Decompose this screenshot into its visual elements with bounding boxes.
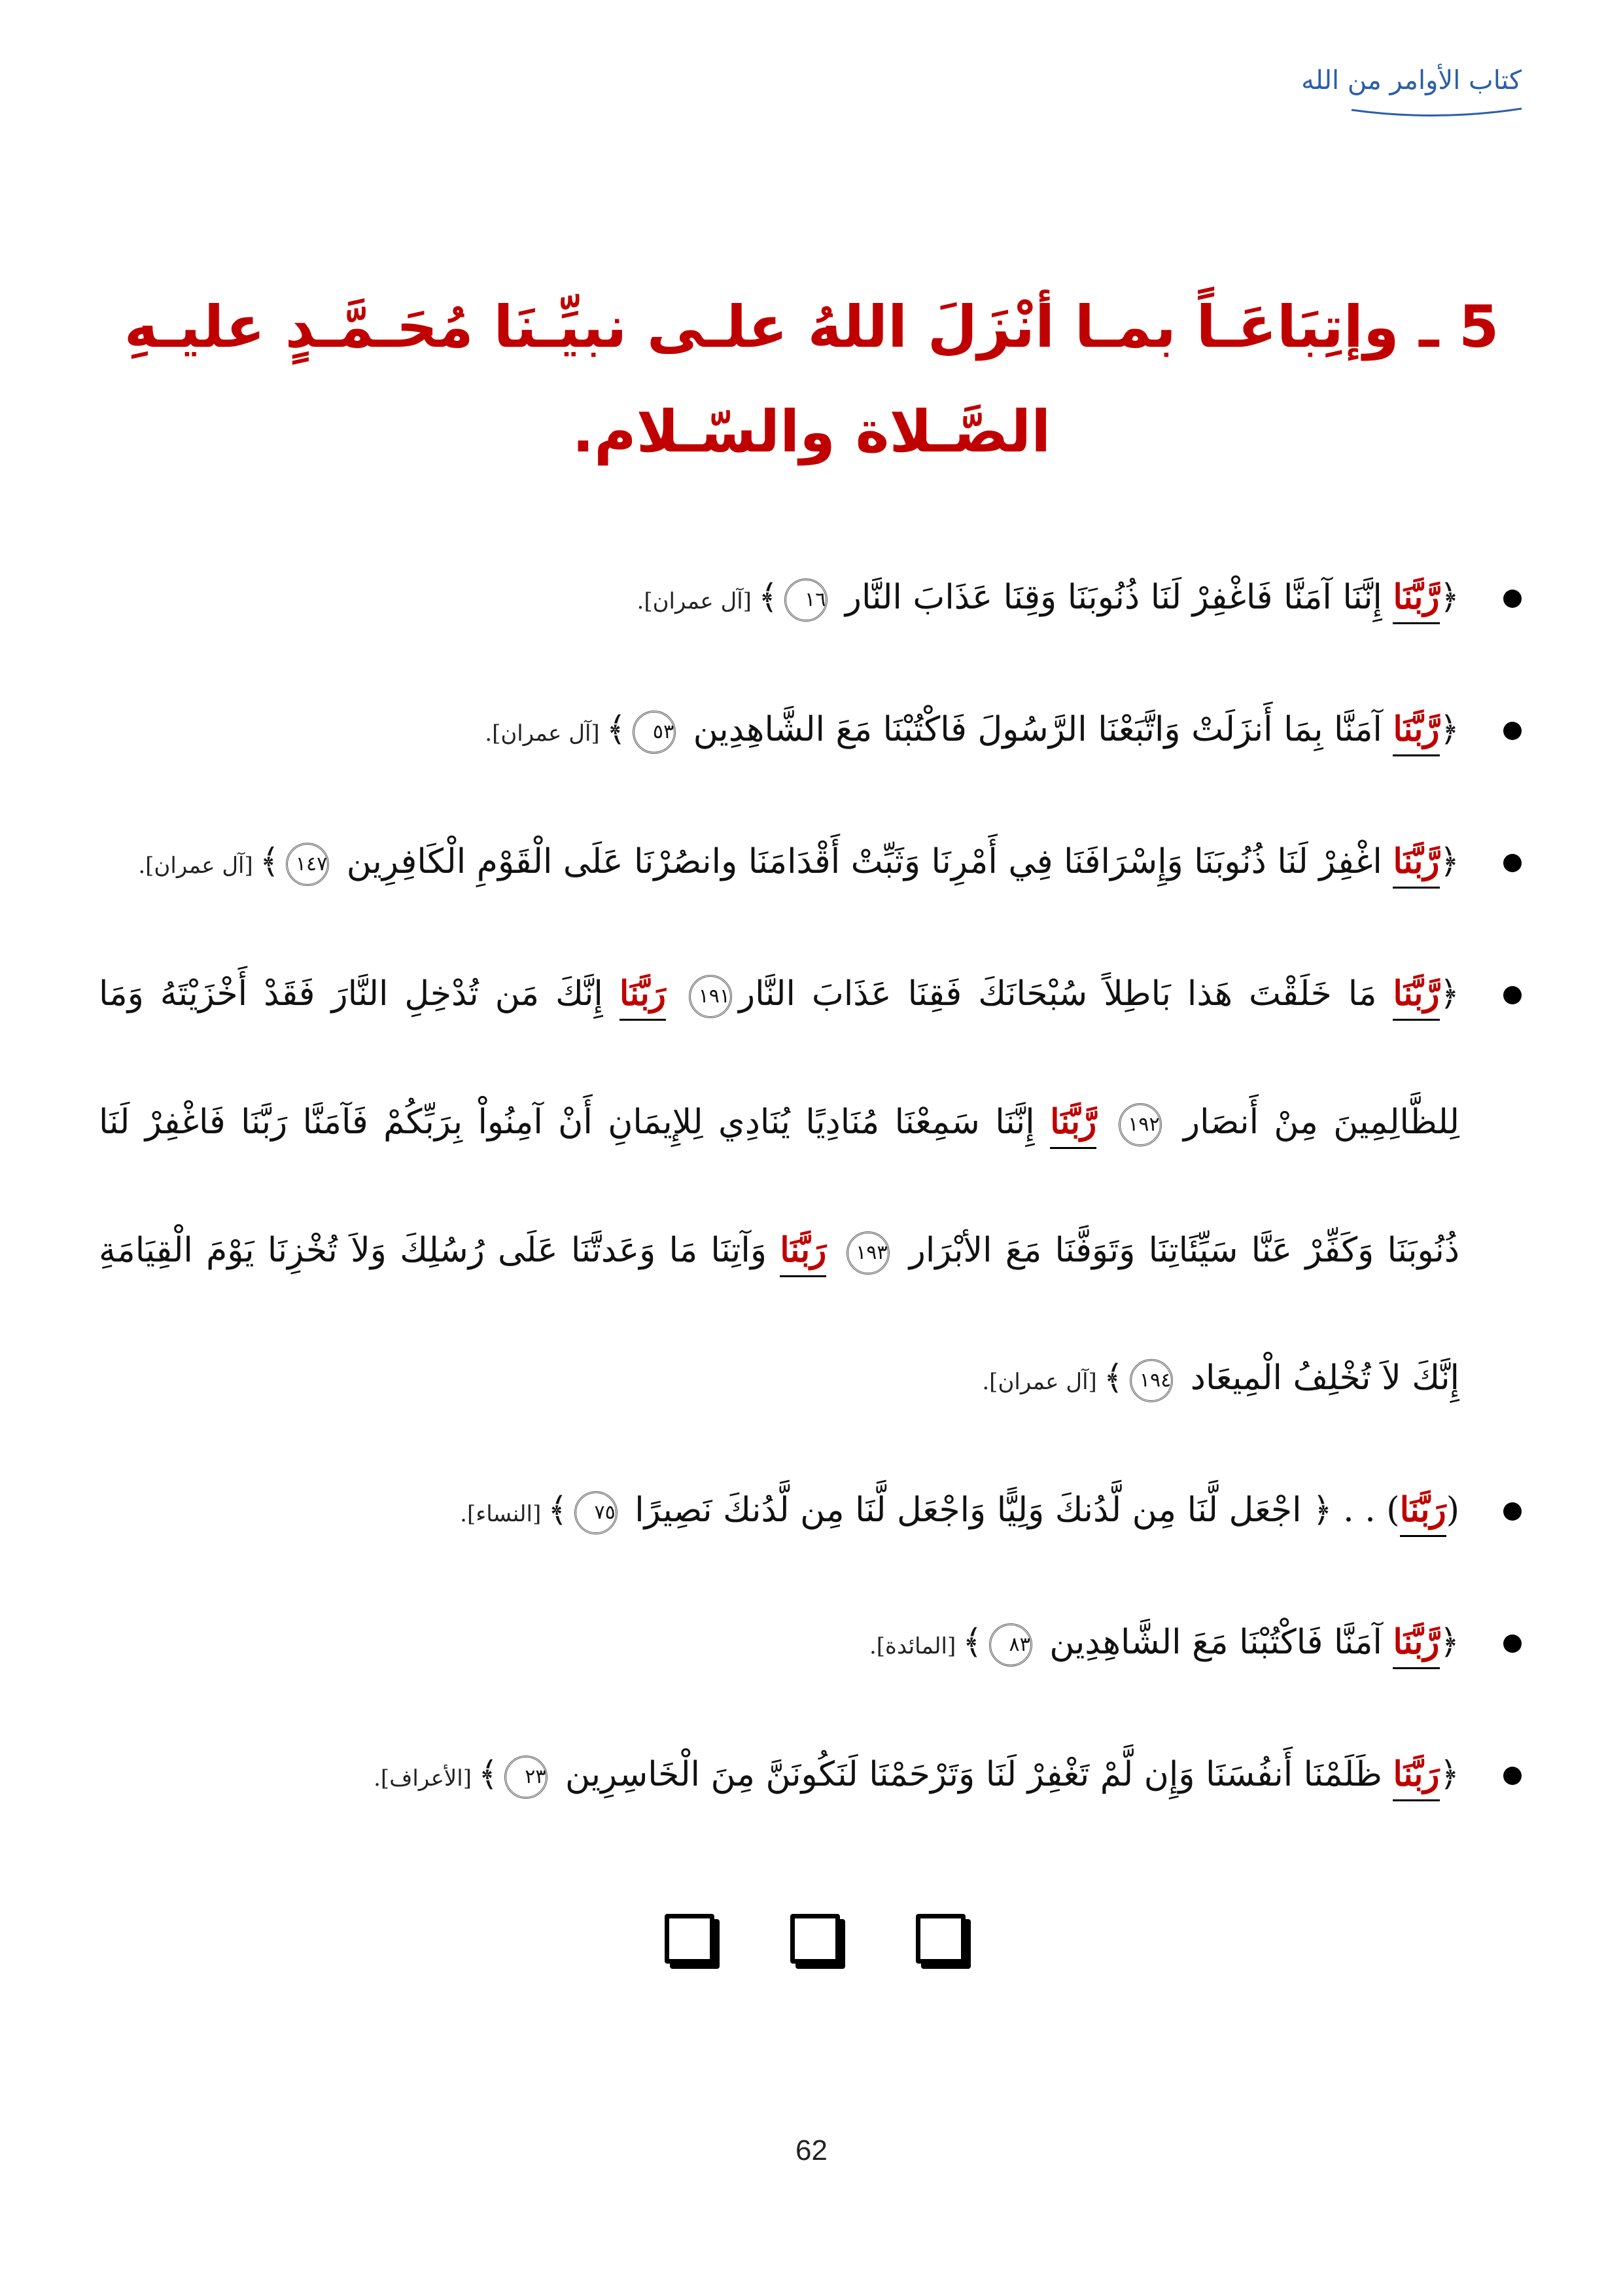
verse-list [99,533,1522,1843]
section-title: ـ وإتِبَاعَـاً بمـا أنْزَلَ اللهُ علـى نبيِّـنَا مُحَـمَّـدٍ عليـهِ الصَّـلاة والسّـلام. [124,293,1439,465]
verse-keyword: رَبَّنَا [1393,1754,1439,1801]
verse-close-bracket: ﴾ [478,1755,498,1794]
verse-reference: [آل عمران]. [637,588,752,614]
verse-open-bracket: ﴿ [1439,710,1459,749]
section-number: 5 [1459,293,1499,361]
verse-keyword: رَّبَّنَا [1393,841,1439,889]
verse-item [99,665,1522,798]
bullet-icon [1503,854,1522,872]
ayah-number: ١٦ [784,578,828,622]
verse-keyword: رَبَّنَا [620,974,666,1021]
verse-text: مَا خَلَقْتَ هَذا بَاطِلاً سُبْحَانَكَ فَقِنَا عَذَابَ النَّار [738,974,1393,1014]
verse-dots: . . [1332,1491,1387,1530]
verse-open-bracket: ﴿ [1439,578,1459,617]
ayah-number: ١٤٧ [286,843,329,886]
verse-keyword: رَبَّنَا [780,1230,826,1277]
verse-text: اجْعَل لَّنَا مِن لَّدُنكَ وَلِيًّا وَاجْعَل لَّنَا مِن لَّدُنكَ نَصِيرًا [623,1491,1313,1530]
book-title-swash [1348,105,1525,119]
verse-reference: [النساء]. [460,1501,542,1527]
verse-text: آمَنَّا فَاكْتُبْنَا مَعَ الشَّاهِدِين [1038,1623,1393,1662]
verse-reference: [آل عمران]. [982,1369,1097,1395]
verse-keyword: رَّبَّنَا [1050,1102,1096,1149]
ayah-number: ٧٥ [574,1491,618,1534]
book-title: كتاب الأوامر من الله [1301,65,1522,96]
verse-open-bracket: ﴿ [1439,1755,1459,1794]
square-marker-icon [665,1914,714,1964]
ayah-number: ١٩٤ [1130,1359,1173,1402]
bullet-icon [1503,722,1522,740]
bullet-icon [1503,1767,1522,1785]
verse-text: آمَنَّا بِمَا أَنزَلَتْ وَاتَّبَعْنَا الرَّسُولَ فَاكْتُبْنَا مَعَ الشَّاهِدِين [682,710,1393,749]
verse-text: إِنَّنَا سَمِعْنَا مُنَادِيًا يُنَادِي لِلإِيمَانِ أَنْ آمِنُواْ بِرَبِّكُمْ فَآمَنَّا رَبَّنَا فَاغْفِرْ لَنَا ذُنُوبَنَا وَكَفِّرْ عَنَّا سَيِّئَاتِنَا وَتَوَفَّنَا مَعَ الأبْرَار [99,1103,1459,1270]
bullet-icon [1503,986,1522,1004]
bullet-icon [1503,1634,1522,1653]
verse-open-bracket: ﴿ [1439,1623,1459,1662]
verse-keyword: رَّبَّنَا [1393,577,1439,624]
verse-close-bracket: ﴾ [548,1491,568,1530]
bullet-icon [1503,1502,1522,1521]
verse-reference: [الأعراف]. [374,1765,472,1792]
verse-close-bracket: ﴾ [259,842,280,881]
verse-item [99,798,1522,930]
ayah-number: ٢٣ [504,1756,548,1799]
verse-close-bracket: ﴾ [962,1623,983,1662]
verse-keyword: رَّبَّنَا [1393,709,1439,756]
verse-item [99,1446,1522,1578]
section-heading [98,275,1525,484]
ayah-number: ٨٣ [989,1623,1032,1667]
verse-text: وَآتِنَا مَا وَعَدتَّنَا عَلَى رُسُلِكَ وَلاَ تُخْزِنَا يَوْمَ الْقِيَامَةِ إِنَّكَ لاَ تُخْلِفُ الْمِيعَاد [99,1231,1459,1398]
verse-text: إِنَّكَ مَن تُدْخِلِ النَّارَ فَقَدْ أَخْزَيْتَهُ وَمَا لِلظَّالِمِينَ مِنْ أَنصَار [99,974,1459,1142]
square-marker-icon [790,1914,840,1964]
verse-item [99,1710,1522,1843]
verse-text: ظَلَمْنَا أَنفُسَنَا وَإِن لَّمْ تَغْفِرْ لَنَا وَتَرْحَمْنَا لَنَكُونَنَّ مِنَ الْخَاسِرِين [554,1755,1393,1794]
verse-open-paren: ( [1446,1491,1459,1530]
verse-keyword: رَبَّنَا [1400,1490,1446,1537]
ayah-number: ١٩٢ [1119,1103,1162,1146]
square-marker-icon [916,1914,966,1964]
verse-keyword: رَّبَّنَا [1393,1622,1439,1669]
verse-reference: [آل عمران]. [138,853,253,879]
verse-item [99,533,1522,665]
verse-reference: [آل عمران]. [485,720,600,747]
verse-reference: [المائدة]. [869,1633,956,1659]
section-end-markers [0,1914,1623,1966]
verse-keyword: رَّبَّنَا [1393,974,1439,1021]
verse-text: إِنَّنَا آمَنَّا فَاغْفِرْ لَنَا ذُنُوبَنَا وَقِنَا عَذَابَ النَّار [834,578,1393,617]
verse-text: اغْفِرْ لَنَا ذُنُوبَنَا وَإِسْرَافَنَا فِي أَمْرِنَا وَثَبِّتْ أَقْدَامَنَا وانصُرْنَا عَلَى الْقَوْمِ الْكَافِرِين [336,842,1393,881]
bullet-icon [1503,590,1522,608]
verse-close-bracket: ﴾ [758,578,778,617]
page-number: 62 [795,2134,828,2166]
verse-open-bracket: ﴿ [1439,842,1459,881]
verse-open-bracket: ﴿ [1312,1491,1333,1530]
ayah-number: ١٩٣ [846,1231,890,1275]
verse-close-bracket: ﴾ [1103,1358,1124,1398]
verse-close-paren: ) [1386,1491,1400,1530]
ayah-number: ٥٣ [633,711,676,754]
verse-item [99,930,1522,1446]
verse-open-bracket: ﴿ [1439,974,1459,1014]
verse-close-bracket: ﴾ [606,710,627,749]
ayah-number: ١٩١ [689,975,732,1018]
verse-item [99,1578,1522,1710]
